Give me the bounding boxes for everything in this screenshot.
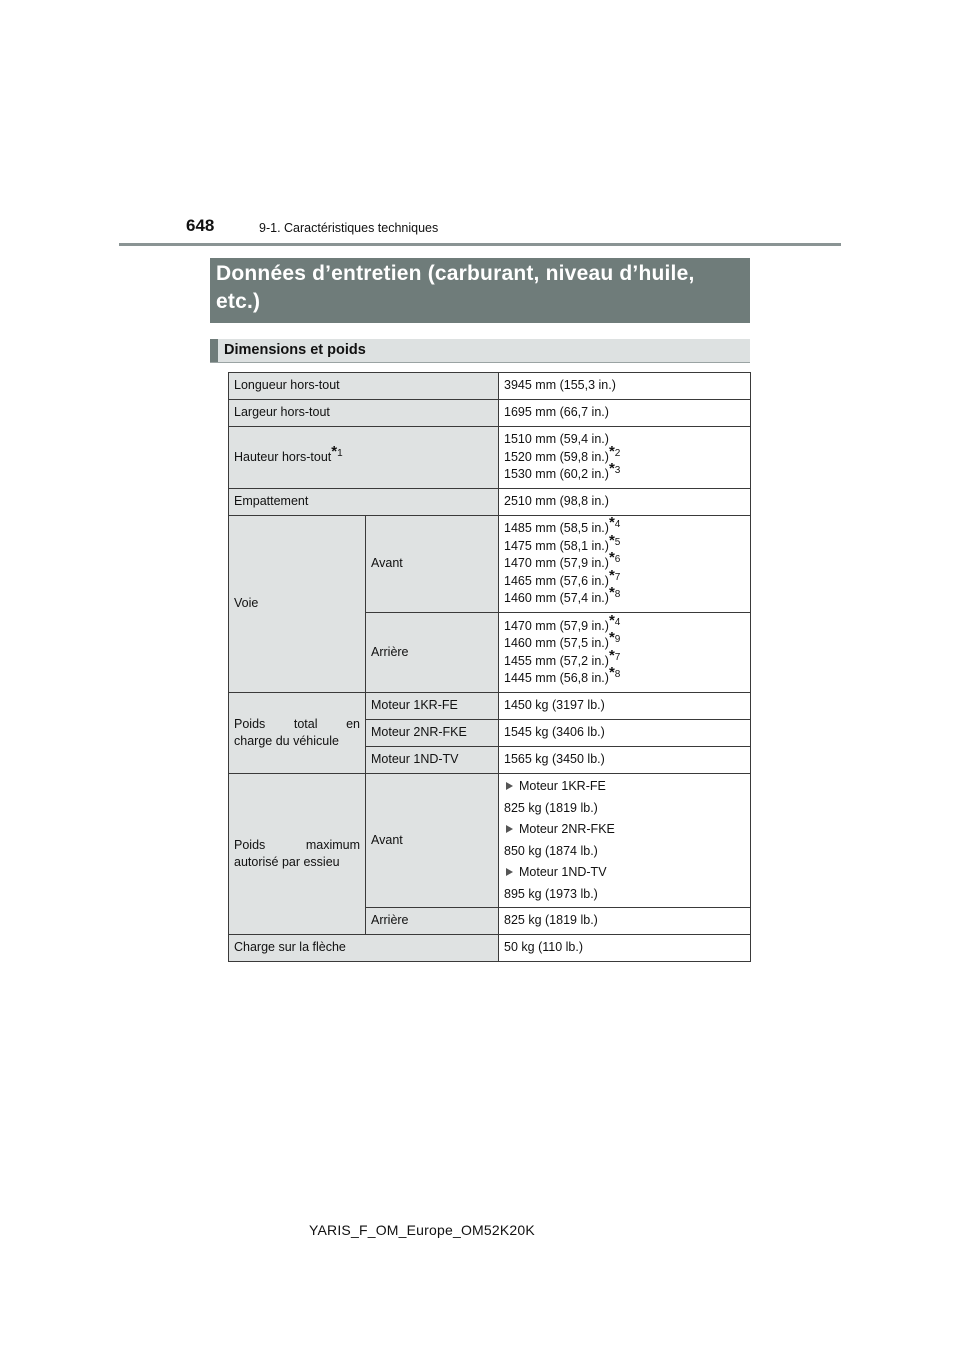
section-label: 9-1. Caractéristiques techniques — [259, 221, 439, 235]
engine-heading: Moteur 1KR-FE — [504, 778, 745, 796]
row-value: 1695 mm (66,7 in.) — [499, 400, 751, 427]
footnote-marker: *7 — [608, 566, 621, 584]
row-label — [229, 774, 366, 935]
value-line: 1510 mm (59,4 in.) — [504, 432, 609, 447]
label-line: charge du véhicule — [234, 734, 339, 748]
row-label: Voie — [229, 516, 366, 693]
engine-heading: Moteur 1ND-TV — [504, 864, 745, 882]
value-line: 1485 mm (58,5 in.)$^{*4}$ — [504, 514, 621, 536]
footer-code: YARIS_F_OM_Europe_OM52K20K — [309, 1222, 535, 1238]
value-line: 1465 mm (57,6 in.)$^{*7}$ — [504, 566, 621, 588]
value-line: 1520 mm (59,8 in.)$^{*2}$ — [504, 442, 621, 464]
footnote-marker: *4 — [608, 514, 621, 532]
row-label: Longueur hors-tout — [229, 373, 499, 400]
engine-value: 850 kg (1874 lb.) — [504, 843, 598, 858]
footnote-marker: *4 — [608, 611, 621, 629]
sub-label: Avant — [366, 516, 499, 613]
row-value: 3945 mm (155,3 in.) — [499, 373, 751, 400]
engine-heading: Moteur 2NR-FKE — [504, 821, 745, 839]
row-value: 1565 kg (3450 lb.) — [499, 747, 751, 774]
triangle-bullet-icon — [506, 825, 513, 833]
table-row — [229, 400, 751, 427]
footnote-marker: *5 — [608, 531, 621, 549]
footnote-marker: *6 — [608, 549, 621, 567]
table-row — [229, 516, 751, 613]
hauteur-label: Hauteur hors-tout — [234, 449, 332, 464]
table-row — [229, 427, 751, 489]
row-label: Charge sur la flèche — [229, 935, 499, 962]
footnote-marker: *8 — [608, 664, 621, 681]
row-value: 50 kg (110 lb.) — [499, 935, 751, 962]
specifications-table — [228, 372, 751, 962]
header-rule — [119, 243, 841, 246]
table-row — [229, 935, 751, 962]
sub-label: Avant — [366, 774, 499, 908]
value-line: 1475 mm (58,1 in.)$^{*5}$ — [504, 531, 621, 553]
table-row — [229, 373, 751, 400]
label-line: Poids maximum — [234, 837, 360, 852]
value-line: 1460 mm (57,4 in.)$^{*8}$ — [504, 584, 621, 606]
subsection-heading: Dimensions et poids — [210, 339, 750, 362]
label-line: autorisé par essieu — [234, 855, 340, 869]
table-row — [229, 489, 751, 516]
label-line: Poids total en — [234, 716, 360, 731]
row-value: 2510 mm (98,8 in.) — [499, 489, 751, 516]
value-line: 1445 mm (56,8 in.)$^{*8}$ — [504, 664, 621, 685]
footnote-marker: *1 — [331, 442, 343, 460]
page-title: Données d’entretien (carburant, niveau d’huile, etc.) — [210, 258, 750, 323]
row-value — [499, 613, 751, 693]
value-line: 1530 mm (60,2 in.)$^{*3}$ — [504, 460, 621, 482]
row-value: 825 kg (1819 lb.) — [499, 908, 751, 935]
footnote-marker: *7 — [608, 646, 621, 664]
engine-value: 825 kg (1819 lb.) — [504, 800, 598, 815]
value-line: 1470 mm (57,9 in.)$^{*6}$ — [504, 549, 621, 571]
sub-label: Arrière — [366, 908, 499, 935]
value-line: 1455 mm (57,2 in.)$^{*7}$ — [504, 646, 621, 668]
engine-label: Moteur 1ND-TV — [366, 747, 499, 774]
row-value: 1545 kg (3406 lb.) — [499, 720, 751, 747]
engine-label: Moteur 2NR-FKE — [366, 720, 499, 747]
row-label — [229, 427, 499, 489]
sub-label: Arrière — [366, 613, 499, 693]
row-label: Empattement — [229, 489, 499, 516]
value-line: 1460 mm (57,5 in.)$^{*9}$ — [504, 629, 621, 650]
triangle-bullet-icon — [506, 868, 513, 876]
row-value — [499, 427, 751, 489]
subsection-rule — [210, 362, 750, 363]
row-value — [499, 774, 751, 908]
table-row — [229, 774, 751, 908]
triangle-bullet-icon — [506, 782, 513, 790]
row-value — [499, 516, 751, 613]
value-line: 1470 mm (57,9 in.)$^{*4}$ — [504, 611, 621, 633]
footnote-marker: *2 — [608, 442, 621, 460]
footnote-marker: *9 — [608, 629, 621, 646]
engine-value: 895 kg (1973 lb.) — [504, 886, 598, 901]
row-label: Largeur hors-tout — [229, 400, 499, 427]
footnote-marker: *8 — [608, 584, 621, 602]
row-label — [229, 693, 366, 774]
engine-label: Moteur 1KR-FE — [366, 693, 499, 720]
page-number: 648 — [186, 216, 215, 235]
table-row — [229, 693, 751, 720]
footnote-marker: *3 — [608, 460, 621, 478]
row-value: 1450 kg (3197 lb.) — [499, 693, 751, 720]
